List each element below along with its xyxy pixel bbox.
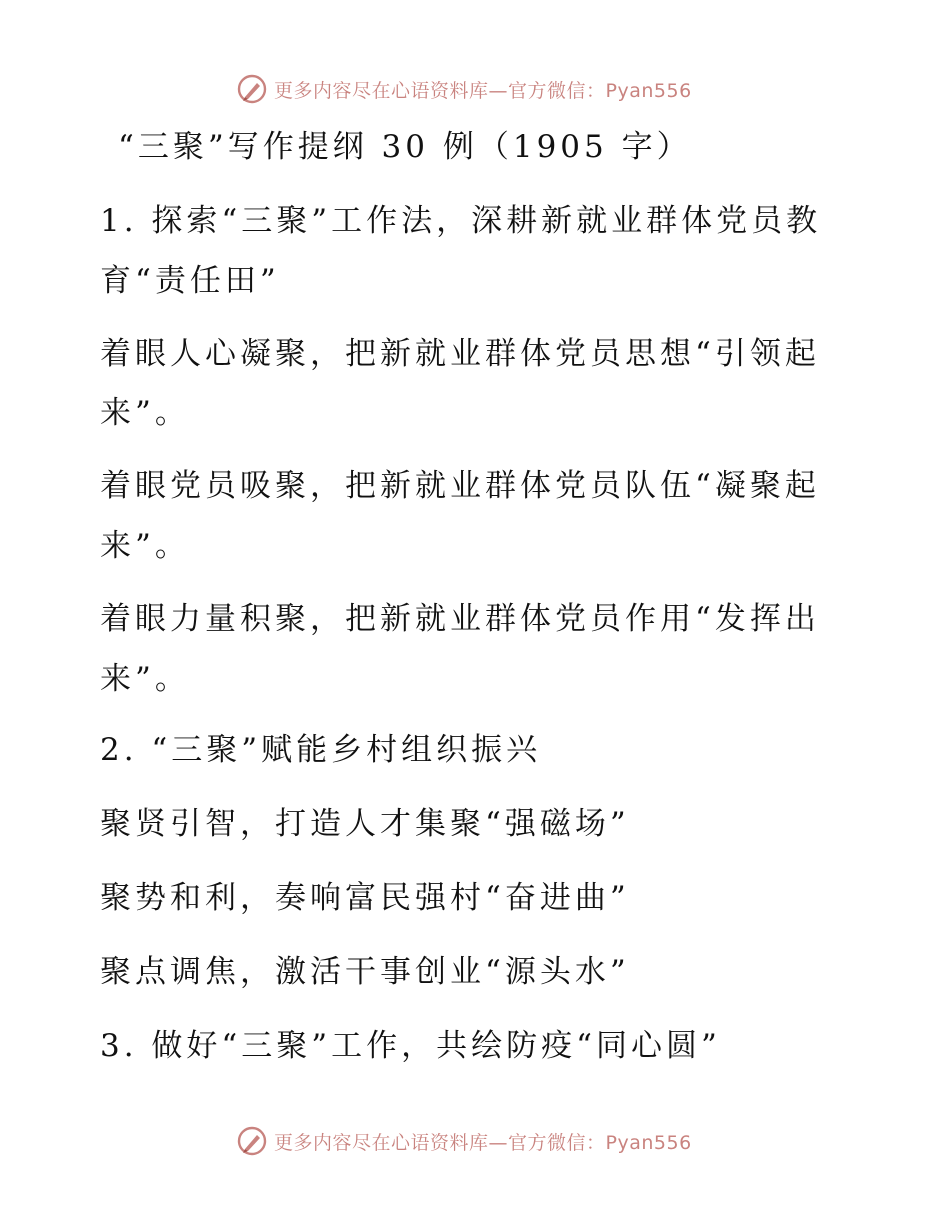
watermark-header [236, 72, 692, 106]
text-line: 着眼人心凝聚，把新就业群体党员思想“引领起 [100, 336, 820, 372]
text-line: 聚点调焦，激活干事创业“源头水” [100, 954, 630, 990]
text-line: 来”。 [100, 395, 190, 431]
text-line: 来”。 [100, 528, 190, 564]
pen-logo-icon [236, 1125, 268, 1157]
text-line: 来”。 [100, 661, 190, 697]
text-line: 1. 探索“三聚”工作法，深耕新就业群体党员教 [100, 203, 822, 239]
watermark-text: 更多内容尽在心语资料库—官方微信：Pyan556 [274, 79, 692, 102]
text-line: 聚势和利，奏响富民强村“奋进曲” [100, 880, 630, 916]
text-line: 着眼党员吸聚，把新就业群体党员队伍“凝聚起 [100, 468, 820, 504]
text-line: 聚贤引智，打造人才集聚“强磁场” [100, 806, 630, 842]
text-line: 育“责任田” [100, 263, 280, 299]
watermark-text: 更多内容尽在心语资料库—官方微信：Pyan556 [274, 1131, 692, 1154]
watermark-footer [236, 1124, 692, 1158]
pen-logo-icon [236, 73, 268, 105]
text-line: 3. 做好“三聚”工作，共绘防疫“同心圆” [100, 1028, 721, 1064]
document-title: “三聚”写作提纲 30 例（1905 字） [118, 129, 692, 165]
text-line: 2. “三聚”赋能乡村组织振兴 [100, 732, 542, 768]
text-line: 着眼力量积聚，把新就业群体党员作用“发挥出 [100, 601, 820, 637]
